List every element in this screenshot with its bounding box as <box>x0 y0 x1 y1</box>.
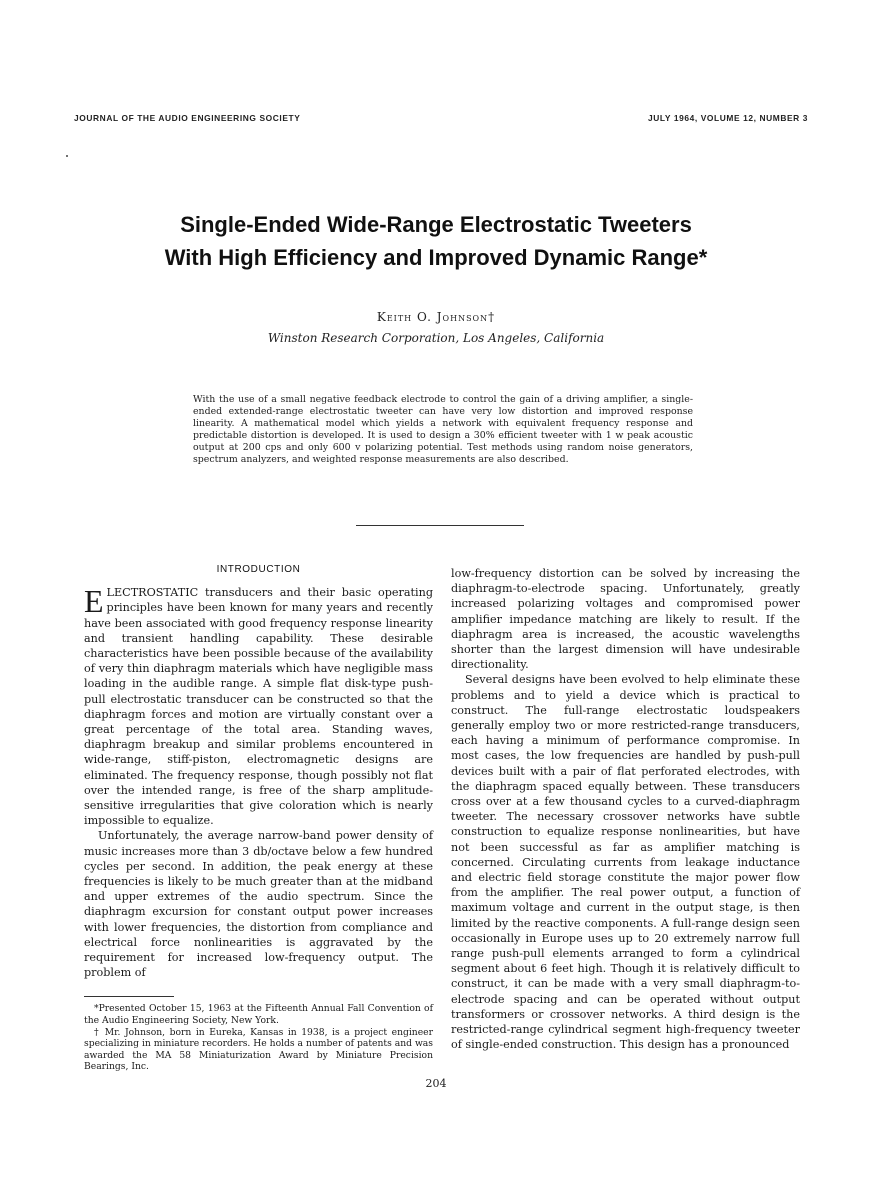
section-divider <box>356 525 524 526</box>
drop-cap: E <box>84 583 104 620</box>
paper-title <box>0 208 872 274</box>
footnote-author: † Mr. Johnson, born in Eureka, Kansas in 1938, is a project engineer specializing in miniature recorders. He holds a number of patents and was awarded the MA 58 Miniaturization Award by Miniature Precision Bearings, Inc. <box>84 1026 433 1073</box>
footnote-rule <box>84 996 174 997</box>
intro-paragraph-1-text: LECTROSTATIC transducers and their basic operating principles have been known for many years and recently have been associated with good frequency response linearity and transient handling capability. These desirable characteristics have been possible because of the availability of very thin diaphragm materials which have negligible mass loading in the audible range. A simple flat disk-type push-pull electrostatic transducer can be constructed so that the diaphragm forces and motion are virtually constant over a great percentage of the total area. Standing waves, diaphragm breakup and similar problems encountered in wide-range, stiff-piston, electromagnetic designs are eliminated. The frequency response, though possibly not flat over the intended range, is free of the sharp amplitude-sensitive irregularities that give coloration which is nearly impossible to equalize. <box>84 586 433 828</box>
author-name: Keith O. Johnson† <box>376 310 496 324</box>
scan-speck <box>66 155 68 157</box>
right-column <box>451 566 800 1053</box>
right-paragraph-1: low-frequency distortion can be solved by increasing the diaphragm-to-electrode spacing. Unfortunately, greatly increased polarizing voltages and compromised power amplifier impedance matching are likely to result. If the diaphragm area is increased, the acoustic wavelengths shorter than the largest dimension will have undesirable directionality. <box>451 567 800 672</box>
intro-paragraph-2: Unfortunately, the average narrow-band power density of music increases more than 3 db/octave below a few hundred cycles per second. In addition, the peak energy at these frequencies is likely to be much greater than at the midband and upper extremes of the audio spectrum. Since the diaphragm excursion for constant output power increases with lower frequencies, the distortion from compliance and electrical force nonlinearities is aggravated by the requirement for increased low-frequency output. The problem of <box>84 829 433 980</box>
left-column <box>84 562 433 1073</box>
page-number: 204 <box>425 1077 447 1090</box>
footnotes <box>84 1003 433 1073</box>
section-heading: INTRODUCTION <box>216 564 301 575</box>
intro-paragraph-1 <box>84 585 433 828</box>
footnote-presented: *Presented October 15, 1963 at the Fifteenth Annual Fall Convention of the Audio Engineering Society, New York. <box>84 1003 433 1027</box>
issue-info: JULY 1964, VOLUME 12, NUMBER 3 <box>648 113 808 123</box>
author-affiliation: Winston Research Corporation, Los Angeles, California <box>267 331 605 345</box>
abstract: With the use of a small negative feedback electrode to control the gain of a driving amplifier, a single-ended extended-range electrostatic tweeter can have very low distortion and improved response linearity. A mathematical model which yields a network with equivalent frequency response and predictable distortion is developed. It is used to design a 30% efficient tweeter with 1 w peak acoustic output at 200 cps and only 600 v polarizing potential. Test methods using random noise generators, spectrum analyzers, and weighted response measurements are also described. <box>193 394 693 466</box>
title-line-1: Single-Ended Wide-Range Electrostatic Tweeters <box>180 212 692 237</box>
journal-name: JOURNAL OF THE AUDIO ENGINEERING SOCIETY <box>74 113 301 123</box>
title-line-2: With High Efficiency and Improved Dynamic Range* <box>164 245 708 270</box>
right-paragraph-2: Several designs have been evolved to help eliminate these problems and to yield a device which is practical to construct. The full-range electrostatic loudspeakers generally employ two or more restricted-range transducers, each having a minimum of performance compromise. In most cases, the low frequencies are handled by push-pull devices built with a pair of flat perforated electrodes, with the diaphragm spaced equally between. These transducers cross over at a few thousand cycles to a curved-diaphragm tweeter. The necessary crossover networks have subtle construction to equalize response nonlinearities, but have not been successful as far as amplifier matching is concerned. Circulating currents from leakage inductance and electric field storage constitute the major power flow from the amplifier. The real power output, a function of maximum voltage and current in the output stage, is then limited by the reactive components. A full-range design seen occasionally in Europe uses up to 20 extremely narrow full range push-pull elements arranged to form a cylindrical segment about 6 feet high. Though it is relatively difficult to construct, it can be made with a very small diaphragm-to-electrode spacing and can be operated without output transformers or crossover networks. A third design is the restricted-range cylindrical segment high-frequency tweeter of single-ended construction. This design has a pronounced <box>451 673 800 1052</box>
